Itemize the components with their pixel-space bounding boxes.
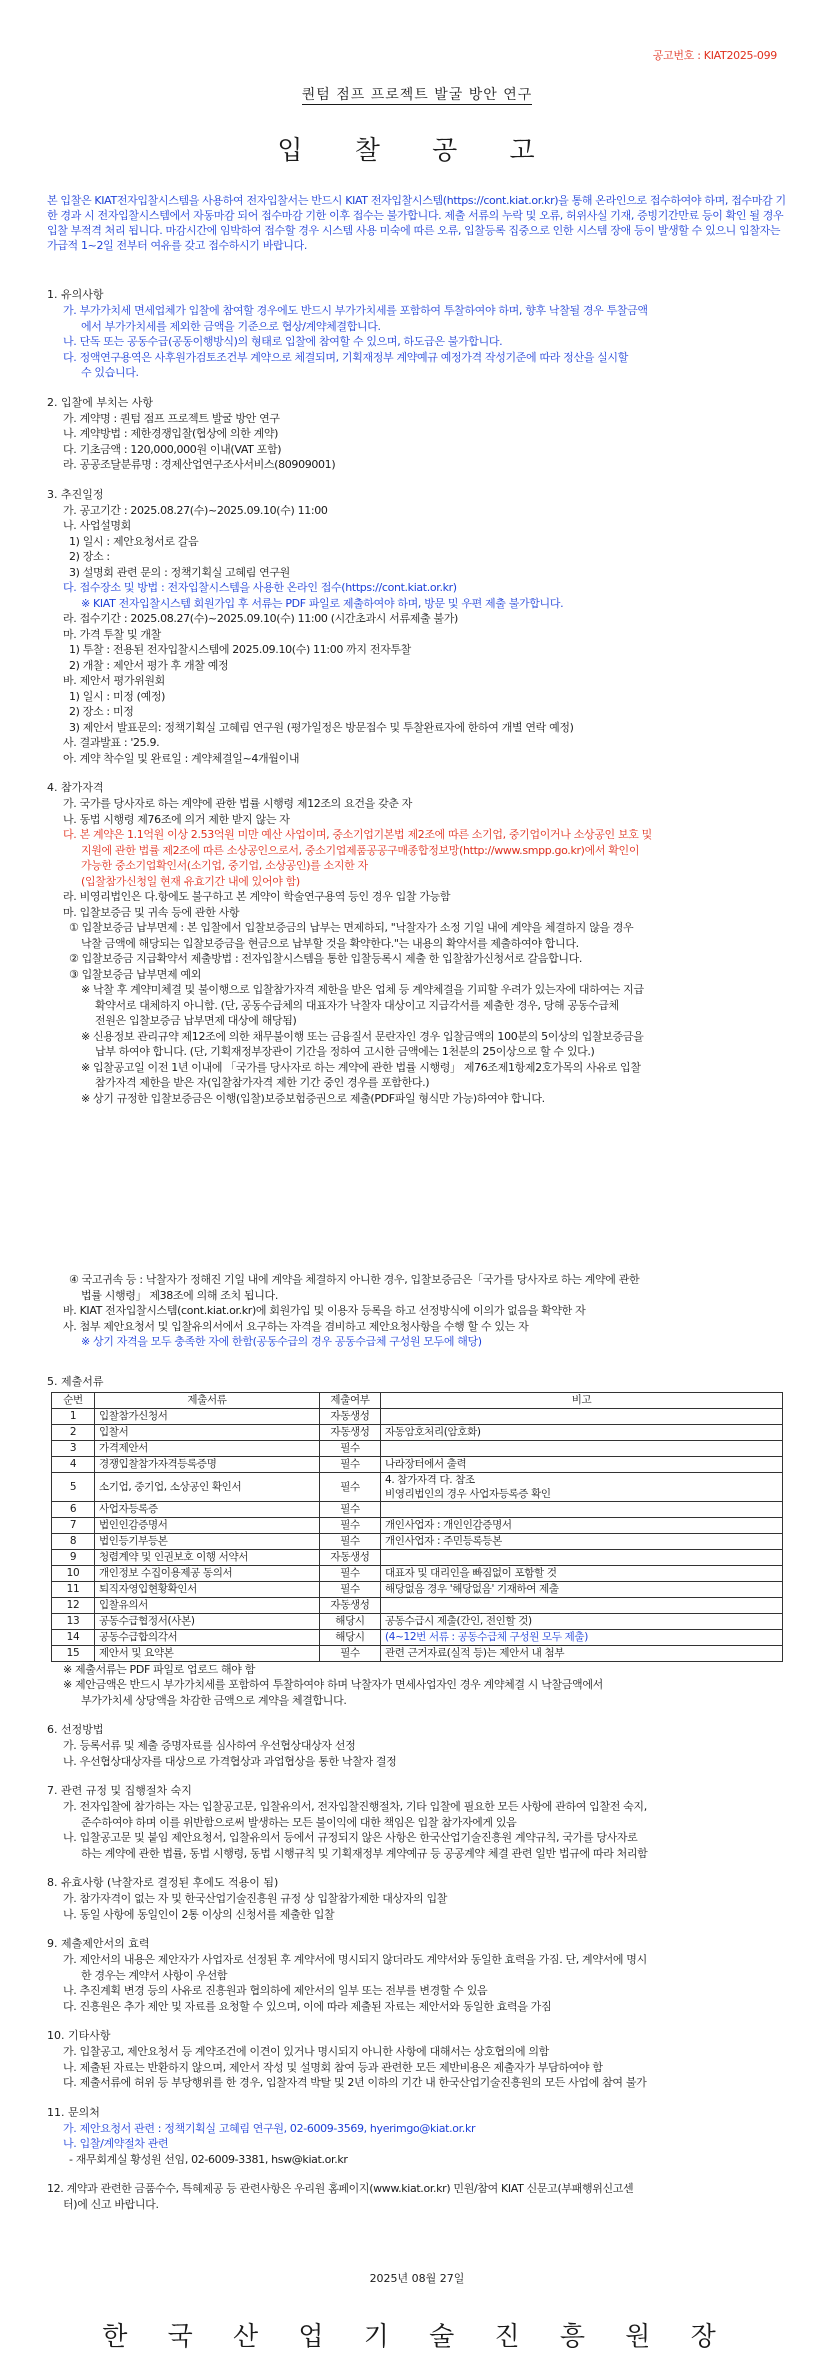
submission-status: 자동생성: [320, 1424, 381, 1440]
list-item: 가. 제안서의 내용은 제안자가 사업자로 선정된 후 계약서에 명시되지 않더라도 계약서와 동일한 효력을 가짐. 단, 계약서에 명시: [63, 1953, 647, 1966]
table-row: [52, 1517, 783, 1533]
section-heading: 3. 추진일정: [47, 487, 104, 501]
list-item: ※ 입찰공고일 이전 1년 이내에 「국가를 당사자로 하는 계약에 관한 법률 시행령」 제76조제1항제2호가목의 사유로 입찰: [81, 1060, 641, 1074]
submission-status: 필수: [320, 1581, 381, 1597]
section-heading: 11. 문의처: [47, 2105, 100, 2119]
list-item: 가. 전자입찰에 참가하는 자는 입찰공고문, 입찰유의서, 전자입찰진행절차, 기타 입찰에 필요한 모든 사항에 관하여 입찰전 숙지,: [63, 1800, 647, 1813]
list-item: 법률 시행령」 제38조에 의해 조치 됩니다.: [81, 1288, 278, 1302]
blank-gap: [47, 1106, 787, 1272]
list-item: 가. 계약명 : 퀀텀 점프 프로젝트 발굴 방안 연구: [63, 411, 280, 425]
list-item: ① 입찰보증금 납부면제 : 본 입찰에서 입찰보증금의 납부는 면제하되, "낙찰자가 소정 기일 내에 계약을 체결하지 않을 경우: [69, 921, 634, 934]
table-row: [52, 1597, 783, 1613]
table-row: [52, 1613, 783, 1629]
section-precautions: [47, 287, 787, 381]
submission-status: 필수: [320, 1565, 381, 1581]
list-item: 2) 장소 : 미정: [69, 705, 134, 718]
list-item: 나. 제출된 자료는 반환하지 않으며, 제안서 작성 및 설명회 참여 등과 관련한 모든 제반비용은 제출자가 부담하여야 함: [63, 2060, 603, 2074]
list-item: 사. 첨부 제안요청서 및 입찰유의서에서 요구하는 자격을 겸비하고 제안요청사항을 수행 할 수 있는 자: [63, 1319, 529, 1333]
submission-status: 자동생성: [320, 1549, 381, 1565]
row-number: 14: [52, 1629, 95, 1645]
document-name: 법인등기부등본: [95, 1533, 320, 1549]
section-heading: 2. 입찰에 부치는 사항: [47, 395, 153, 409]
section-heading: 4. 참가자격: [47, 781, 104, 794]
submission-status: 해당시: [320, 1629, 381, 1645]
list-item: 가. 부가가치세 면세업체가 입찰에 참여할 경우에도 반드시 부가가치세를 포함하여 투찰하여야 하며, 향후 낙찰될 경우 투찰금액: [63, 304, 648, 317]
list-item: 사. 결과발표 : '25.9.: [63, 736, 160, 749]
documents-table: [51, 1392, 783, 1662]
list-item: 준수하여야 하며 이를 위반함으로써 발생하는 모든 불이익에 대한 책임은 입찰 참가자에게 있음: [81, 1815, 517, 1829]
remarks: 해당없음 경우 '해당없음' 기재하여 제출: [381, 1581, 783, 1597]
submission-status: 필수: [320, 1533, 381, 1549]
row-number: 1: [52, 1408, 95, 1424]
list-item: ※ 신용정보 관리규약 제12조에 의한 채무불이행 또는 금융질서 문란자인 경우 입찰금액의 100분의 5이상의 입찰보증금을: [81, 1029, 644, 1043]
list-item: 라. 접수기간 : 2025.08.27(수)~2025.09.10(수) 11:00 (시간초과시 서류제출 불가): [63, 612, 458, 625]
list-item: ③ 입찰보증금 납부면제 예외: [69, 967, 201, 981]
list-item: ④ 국고귀속 등 : 낙찰자가 정해진 기일 내에 계약을 체결하지 아니한 경우, 입찰보증금은「국가를 당사자로 하는 계약에 관한: [69, 1273, 640, 1286]
row-number: 3: [52, 1440, 95, 1456]
list-item: 납부 하여야 합니다. (단, 기획재정부장관이 기간을 정하여 고시한 금액에는 1천분의 25이상으로 할 수 있다.): [95, 1045, 595, 1058]
table-row: [52, 1533, 783, 1549]
list-item: 바. 제안서 평가위원회: [63, 674, 165, 687]
list-item: 마. 가격 투찰 및 개찰: [63, 627, 161, 641]
list-item: 아. 계약 착수일 및 완료일 : 계약체결일~4개월이내: [63, 751, 300, 765]
list-item: 3) 설명회 관련 문의 : 정책기획실 고혜림 연구원: [69, 565, 290, 579]
project-name: 퀀텀 점프 프로젝트 발굴 방안 연구: [301, 87, 533, 103]
submission-status: 필수: [320, 1440, 381, 1456]
notice-title: 입 찰 공 고: [277, 136, 557, 166]
row-number: 10: [52, 1565, 95, 1581]
list-item: 다. 제출서류에 허위 등 부당행위를 한 경우, 입찰자격 박탈 및 2년 이하의 기간 내 한국산업기술진흥원의 모든 사업에 참여 불가: [63, 2076, 647, 2089]
list-item: 3) 제안서 발표문의: 정책기획실 고혜림 연구원 (평가일정은 방문접수 및 투찰완료자에 한하여 개별 연락 예정): [69, 720, 574, 734]
section-documents: [47, 1374, 787, 1709]
remarks: 4. 참가자격 다. 참조 비영리법인의 경우 사업자등록증 확인: [381, 1472, 783, 1501]
section-report: [47, 2181, 787, 2212]
table-row: [52, 1565, 783, 1581]
remarks: [381, 1440, 783, 1456]
submission-status: 필수: [320, 1645, 381, 1661]
table-row: [52, 1424, 783, 1440]
remarks: [381, 1408, 783, 1424]
column-header: 순번: [52, 1392, 95, 1408]
list-item: ② 입찰보증금 지급확약서 제출방법 : 전자입찰시스템을 통한 입찰등록시 제출 한 입찰참가신청서로 갈음합니다.: [69, 952, 583, 965]
list-item: 나. 추진계획 변경 등의 사유로 진흥원과 협의하에 제안서의 일부 또는 전부를 변경할 수 있음: [63, 1984, 488, 1997]
list-item: 낙찰 금액에 해당되는 입찰보증금을 현금으로 납부할 것을 확약한다."는 내용의 확약서를 제출하여야 합니다.: [81, 936, 579, 950]
list-item: 1) 일시 : 미정 (예정): [69, 689, 166, 703]
list-item: 다. 접수장소 및 방법 : 전자입찰시스템을 사용한 온라인 접수(https://cont.kiat.or.kr): [63, 581, 457, 594]
document-name: 법인인감증명서: [95, 1517, 320, 1533]
column-header: 제출서류: [95, 1392, 320, 1408]
section-validity: [47, 1875, 787, 1922]
table-row: [52, 1408, 783, 1424]
list-item: 전원은 입찰보증금 납부면제 대상에 해당됨): [95, 1014, 297, 1027]
document-name: 입찰서: [95, 1424, 320, 1440]
list-item: 다. 정액연구용역은 사후원가검토조건부 계약으로 체결되며, 기획재정부 계약예규 예정가격 작성기준에 따라 정산을 실시할: [63, 350, 628, 364]
list-item: 가. 등록서류 및 제출 증명자료를 심사하여 우선협상대상자 선정: [63, 1739, 356, 1752]
remarks: 개인사업자 : 주민등록등본: [381, 1533, 783, 1549]
document-name: 사업자등록증: [95, 1501, 320, 1517]
table-note: 부가가치세 상당액을 차감한 금액으로 계약을 체결합니다.: [81, 1693, 347, 1707]
row-number: 7: [52, 1517, 95, 1533]
row-number: 5: [52, 1472, 95, 1501]
table-row: [52, 1645, 783, 1661]
list-item: ※ 상기 자격을 모두 충족한 자에 한함(공동수급의 경우 공동수급체 구성원 모두에 해당): [81, 1335, 482, 1348]
submission-status: 해당시: [320, 1613, 381, 1629]
report-line: 12. 계약과 관련한 금품수수, 특혜제공 등 관련사항은 우리원 홈페이지(www.kiat.or.kr) 민원/참여 KIAT 신문고(부패행위신고센: [47, 2182, 634, 2195]
row-number: 9: [52, 1549, 95, 1565]
list-item: 나. 사업설명회: [63, 519, 131, 532]
table-row: [52, 1549, 783, 1565]
remarks: [381, 1501, 783, 1517]
document-name: 입찰유의서: [95, 1597, 320, 1613]
submission-status: 자동생성: [320, 1597, 381, 1613]
section-schedule: [47, 487, 787, 767]
list-item: 수 있습니다.: [81, 366, 139, 379]
document-name: 입찰참가신청서: [95, 1408, 320, 1424]
list-item: 바. KIAT 전자입찰시스템(cont.kiat.or.kr)에 회원가입 및 이용자 등록을 하고 선정방식에 이의가 없음을 확약한 자: [63, 1304, 586, 1317]
notice-page: [47, 0, 787, 2353]
list-item: 가. 입찰공고, 제안요청서 등 계약조건에 이견이 있거나 명시되지 아니한 사항에 대해서는 상호협의에 의함: [63, 2045, 549, 2058]
list-item: 나. 동법 시행령 제76조에 의거 제한 받지 않는 자: [63, 812, 290, 826]
submission-status: 필수: [320, 1501, 381, 1517]
list-item: 가. 국가를 당사자로 하는 계약에 관한 법률 시행령 제12조의 요건을 갖춘 자: [63, 797, 413, 810]
list-item: 참가자격 제한을 받은 자(입찰참가자격 제한 기간 중인 경우를 포함한다.): [95, 1076, 430, 1089]
issuer-name: 한 국 산 업 기 술 진 흥 원 장: [102, 2322, 732, 2352]
notice-number: 공고번호 : KIAT2025-099: [652, 49, 777, 62]
list-item: 다. 기초금액 : 120,000,000원 이내(VAT 포함): [63, 442, 282, 456]
section-selection: [47, 1722, 787, 1769]
document-name: 공동수급협정서(사본): [95, 1613, 320, 1629]
list-item: 라. 공공조달분류명 : 경제산업연구조사서비스(80909001): [63, 458, 336, 471]
list-item: 하는 계약에 관한 법률, 동법 시행령, 동법 시행규칙 및 기획재정부 계약예규 등 공공계약 체결 관련 일반 법규에 따라 처리함: [81, 1846, 648, 1860]
list-item: 가. 참가자격이 없는 자 및 한국산업기술진흥원 규정 상 입찰참가제한 대상자의 입찰: [63, 1892, 447, 1905]
section-heading: 7. 관련 규정 및 집행절차 숙지: [47, 1784, 192, 1797]
intro-paragraph: 본 입찰은 KIAT전자입찰시스템을 사용하여 전자입찰서는 반드시 KIAT 전자입찰시스템(https://cont.kiat.or.kr)을 통해 온라인으로 접수하여야 하며, 접수마감 기한 경과 시 전자입찰시스템에서 자동마감 되어 접수마감 기한 이후 접수는 불가합니다. 제출 서류의 누락 및 오류, 허위사실 기재, 증빙기간만료 등이 확인 될 경우 입찰 부적격 처리 됩니다. 마감시간에 임박하여 접수할 경우 시스템 사용 미숙에 따른 오류, 입찰등록 집중으로 인한 시스템 장애 등이 발생할 수 있으니 입찰자는 가급적 1~2일 전부터 여유를 갖고 접수하시기 바랍니다.: [47, 194, 786, 252]
table-row: [52, 1472, 783, 1501]
document-name: 개인정보 수집이용제공 동의서: [95, 1565, 320, 1581]
remarks: 관련 근거자료(실적 등)는 제안서 내 첨부: [381, 1645, 783, 1661]
section-heading: 6. 선정방법: [47, 1723, 104, 1736]
list-item: 1) 일시 : 제안요청서로 갈음: [69, 534, 199, 548]
row-number: 11: [52, 1581, 95, 1597]
report-line: 터)에 신고 바랍니다.: [63, 2197, 159, 2211]
list-item: 나. 우선협상대상자를 대상으로 가격협상과 과업협상을 통한 낙찰자 결정: [63, 1754, 397, 1768]
contact-proposal: 가. 제안요청서 관련 : 정책기획실 고혜림 연구원, 02-6009-3569, hyerimgo@kiat.or.kr: [63, 2121, 476, 2135]
row-number: 8: [52, 1533, 95, 1549]
list-item: ※ 상기 규정한 입찰보증금은 이행(입찰)보증보험증권으로 제출(PDF파일 형식만 가능)하여야 합니다.: [81, 1091, 545, 1105]
list-item: 1) 투찰 : 전용된 전자입찰시스템에 2025.09.10(수) 11:00 까지 전자투찰: [69, 643, 411, 656]
list-item: 나. 입찰공고문 및 붙임 제안요청서, 입찰유의서 등에서 규정되지 않은 사항은 한국산업기술진흥원 계약규칙, 국가를 당사자로: [63, 1831, 638, 1844]
document-name: 공동수급합의각서: [95, 1629, 320, 1645]
table-note: ※ 제안금액은 반드시 부가가치세를 포함하여 투찰하여야 하며 낙찰자가 면세사업자인 경우 계약체결 시 낙찰금액에서: [63, 1678, 603, 1691]
document-name: 경쟁입찰참가자격등록증명: [95, 1456, 320, 1472]
section-heading: 5. 제출서류: [47, 1374, 104, 1388]
section-heading: 10. 기타사항: [47, 2029, 111, 2042]
table-row: [52, 1456, 783, 1472]
remarks: (4~12번 서류 : 공동수급체 구성원 모두 제출): [381, 1629, 783, 1645]
section-proposal-effect: [47, 1936, 787, 2014]
section-eligibility: [47, 780, 787, 1350]
contact-finance: - 재무회계실 황성원 선임, 02-6009-3381, hsw@kiat.or.kr: [69, 2152, 348, 2166]
row-number: 15: [52, 1645, 95, 1661]
submission-status: 필수: [320, 1517, 381, 1533]
document-name: 소기업, 중기업, 소상공인 확인서: [95, 1472, 320, 1501]
remarks: 대표자 및 대리인을 빠짐없이 포함할 것: [381, 1565, 783, 1581]
list-item: 가능한 중소기업확인서(소기업, 중기업, 소상공인)를 소지한 자: [81, 859, 368, 872]
table-row: [52, 1440, 783, 1456]
list-item: 마. 입찰보증금 및 귀속 등에 관한 사항: [63, 905, 240, 919]
list-item: 2) 개찰 : 제안서 평가 후 개찰 예정: [69, 658, 229, 672]
list-item: 다. 본 계약은 1.1억원 이상 2.53억원 미만 예산 사업이며, 중소기업기본법 제2조에 따른 소기업, 중기업이거나 소상공인 보호 및: [63, 828, 652, 841]
document-name: 청렴계약 및 인권보호 이행 서약서: [95, 1549, 320, 1565]
section-heading: 1. 유의사항: [47, 288, 104, 301]
list-item: 지원에 관한 법률 제2조에 따른 소상공인으로서, 중소기업제품공공구매종합정보망(http://www.smpp.go.kr)에서 확인이: [81, 843, 640, 857]
list-item: 다. 진흥원은 추가 제안 및 자료를 요청할 수 있으며, 이에 따라 제출된 자료는 제안서와 동일한 효력을 가짐: [63, 1999, 552, 2013]
section-heading: 9. 제출제안서의 효력: [47, 1937, 150, 1950]
submission-status: 자동생성: [320, 1408, 381, 1424]
section-contacts: [47, 2105, 787, 2168]
list-item: ※ 낙찰 후 계약미체결 및 불이행으로 입찰참가자격 제한을 받은 업체 등 계약체결을 기피할 우려가 있는자에 대하여는 지급: [81, 983, 644, 996]
document-name: 제안서 및 요약본: [95, 1645, 320, 1661]
list-item: 확약서로 대체하지 아니함. (단, 공동수급체의 대표자가 낙찰자 대상이고 지급각서를 제출한 경우, 당해 공동수급체: [95, 998, 619, 1012]
row-number: 13: [52, 1613, 95, 1629]
list-item: 나. 계약방법 : 제한경쟁입찰(협상에 의한 계약): [63, 427, 279, 440]
list-item: (입찰참가신청일 현재 유효기간 내에 있어야 함): [81, 874, 300, 888]
list-item: 가. 공고기간 : 2025.08.27(수)~2025.09.10(수) 11:00: [63, 503, 328, 517]
row-number: 2: [52, 1424, 95, 1440]
row-number: 12: [52, 1597, 95, 1613]
list-item: 에서 부가가치세를 제외한 금액을 기준으로 협상/계약체결합니다.: [81, 319, 381, 333]
row-number: 6: [52, 1501, 95, 1517]
remarks: 나라장터에서 출력: [381, 1456, 783, 1472]
section-heading: 8. 유효사항 (낙찰자로 결정된 후에도 적용이 됨): [47, 1876, 279, 1889]
section-bid-items: [47, 395, 787, 473]
contact-bidding: 나. 입찰/계약절차 관련: [63, 2137, 169, 2150]
table-header-row: [52, 1392, 783, 1408]
document-name: 퇴직자영입현황확인서: [95, 1581, 320, 1597]
table-row: [52, 1501, 783, 1517]
table-row: [52, 1629, 783, 1645]
list-item: 나. 단독 또는 공동수급(공동이행방식)의 형태로 입찰에 참여할 수 있으며, 하도급은 불가합니다.: [63, 335, 503, 348]
list-item: 나. 동일 사항에 동일인이 2통 이상의 신청서를 제출한 입찰: [63, 1907, 335, 1921]
list-item: 한 경우는 계약서 사항이 우선함: [81, 1968, 228, 1982]
list-item: 2) 장소 :: [69, 550, 110, 563]
remarks: 자동암호처리(암호화): [381, 1424, 783, 1440]
document-name: 가격제안서: [95, 1440, 320, 1456]
column-header: 제출여부: [320, 1392, 381, 1408]
remarks: 개인사업자 : 개인인감증명서: [381, 1517, 783, 1533]
table-row: [52, 1581, 783, 1597]
section-regulations: [47, 1783, 787, 1861]
table-note: ※ 제출서류는 PDF 파일로 업로드 해야 함: [63, 1662, 255, 1676]
notice-date: 2025년 08월 27일: [369, 2272, 465, 2285]
remarks: [381, 1549, 783, 1565]
submission-status: 필수: [320, 1472, 381, 1501]
remarks: 공동수급시 제출(간인, 전인할 것): [381, 1613, 783, 1629]
list-item: ※ KIAT 전자입찰시스템 회원가입 후 서류는 PDF 파일로 제출하여야 하며, 방문 및 우편 제출 불가합니다.: [81, 596, 564, 610]
row-number: 4: [52, 1456, 95, 1472]
submission-status: 필수: [320, 1456, 381, 1472]
column-header: 비고: [381, 1392, 783, 1408]
section-misc: [47, 2028, 787, 2091]
list-item: 라. 비영리법인은 다.항에도 불구하고 본 계약이 학술연구용역 등인 경우 입찰 가능함: [63, 890, 451, 903]
remarks: [381, 1597, 783, 1613]
